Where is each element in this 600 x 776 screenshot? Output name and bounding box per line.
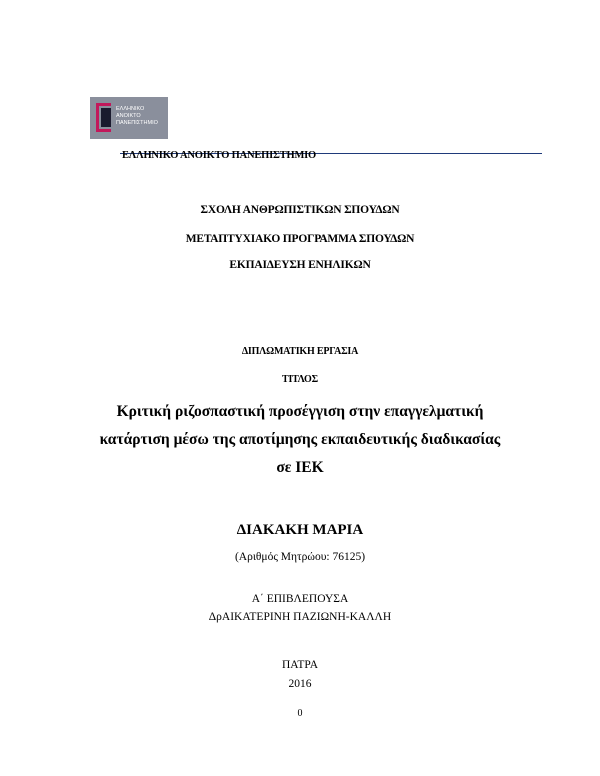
university-logo [90, 97, 168, 139]
registration-number: (Αριθμός Μητρώου: 76125) [234, 551, 366, 563]
city: ΠΑΤΡΑ [281, 659, 319, 671]
logo-mark-inner [101, 108, 111, 127]
title-label: ΤΙΤΛΟΣ [282, 374, 318, 385]
school-name: ΣΧΟΛΗ ΑΝΘΡΩΠΙΣΤΙΚΩΝ ΣΠΟΥΔΩΝ [200, 204, 400, 216]
year: 2016 [288, 678, 312, 690]
logo-text-line-2: ΑΝΟΙΚΤΟ [116, 113, 141, 119]
program-name: ΜΕΤΑΠΤΥΧΙΑΚΟ ΠΡΟΓΡΑΜΜΑ ΣΠΟΥΔΩΝ [185, 233, 415, 245]
specialization-name: ΕΚΠΑΙΔΕΥΣΗ ΕΝΗΛΙΚΩΝ [229, 259, 371, 271]
thesis-type: ΔΙΠΛΩΜΑΤΙΚΗ ΕΡΓΑΣΙΑ [241, 346, 359, 357]
page-number: 0 [297, 708, 303, 719]
thesis-title-line-3: σε ΙΕΚ [276, 459, 324, 476]
logo-text-line-3: ΠΑΝΕΠΙΣΤΗΜΙΟ [116, 120, 158, 126]
thesis-title-line-2: κατάρτιση μέσω της αποτίμησης εκπαιδευτικής διαδικασίας [99, 431, 501, 448]
author-name: ΔΙΑΚΑΚΗ ΜΑΡΙΑ [236, 522, 364, 538]
thesis-title-line-1: Κριτική ριζοσπαστική προσέγγιση στην επαγγελματική [116, 403, 484, 420]
supervisor-name: ΔρΑΙΚΑΤΕΡΙΝΗ ΠΑΖΙΩΝΗ-ΚΑΛΛΗ [208, 611, 392, 623]
university-name: ΕΛΛΗΝΙΚΟ ΑΝΟΙΚΤΟ ΠΑΝΕΠΙΣΤΗΜΙΟ [122, 150, 317, 161]
logo-text [116, 106, 166, 127]
logo-text-line-1: ΕΛΛΗΝΙΚΟ [116, 106, 145, 112]
supervisor-label: Α΄ ΕΠΙΒΛΕΠΟΥΣΑ [251, 593, 349, 605]
